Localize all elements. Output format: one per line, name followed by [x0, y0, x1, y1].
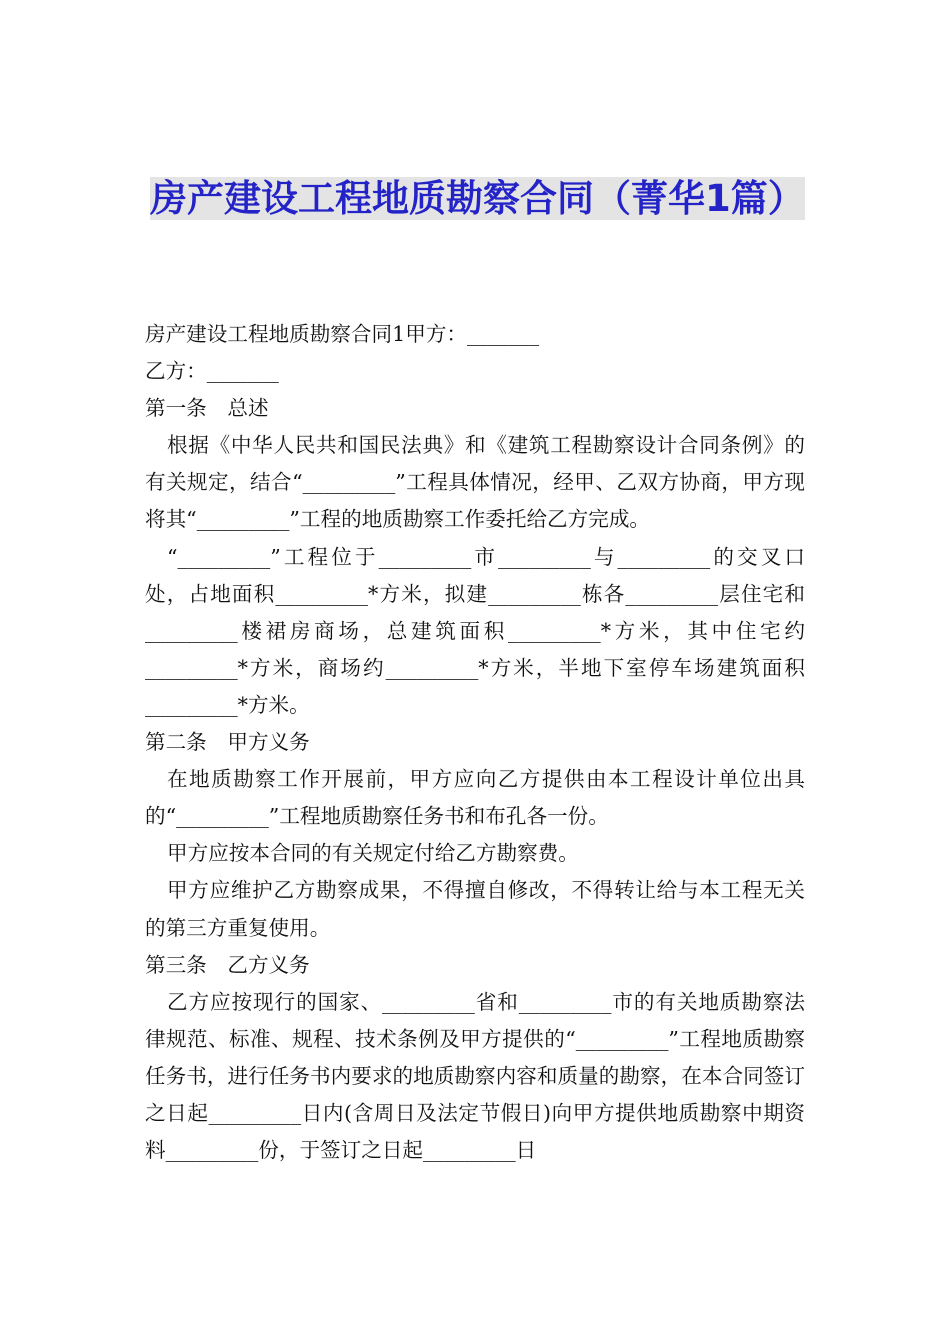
paragraph: “_________”工程位于_________市_________与_________的交叉口处，占地面积_________*方米，拟建_________栋各_________层住宅和_________楼裙房商场，总建筑面积_________*方米，其中住宅约_________*方米，商场约_________*方米，半地下室停车场建筑面积_________*方米。	[145, 544, 805, 717]
section-heading-article-2: 第二条 甲方义务	[145, 730, 310, 755]
document-body	[145, 316, 805, 1169]
paragraph: 乙方应按现行的国家、_________省和_________市的有关地质勘察法律规范、标准、规程、技术条例及甲方提供的“_________”工程地质勘察任务书，进行任务书内要求的地质勘察内容和质量的勘察，在本合同签订之日起_________日内(含周日及法定节假日)向甲方提供地质勘察中期资料_________份，于签订之日起_________日	[145, 989, 805, 1163]
document-title-text: 房产建设工程地质勘察合同（菁华1篇）	[150, 177, 805, 220]
paragraph-party-b: 乙方：_______	[145, 359, 279, 384]
paragraph-party-a: 房产建设工程地质勘察合同1甲方：_______	[145, 322, 540, 346]
paragraph: 在地质勘察工作开展前，甲方应向乙方提供由本工程设计单位出具的“_________”工程地质勘察任务书和布孔各一份。	[145, 767, 805, 829]
document-title	[150, 172, 805, 226]
paragraph: 甲方应按本合同的有关规定付给乙方勘察费。	[167, 841, 579, 866]
paragraph: 根据《中华人民共和国民法典》和《建筑工程勘察设计合同条例》的有关规定，结合“_________”工程具体情况，经甲、乙双方协商，甲方现将其“_________”工程的地质勘察工作委托给乙方完成。	[145, 433, 805, 532]
section-heading-article-3: 第三条 乙方义务	[145, 952, 310, 977]
section-heading-article-1: 第一条 总述	[145, 396, 269, 421]
paragraph: 甲方应维护乙方勘察成果，不得擅自修改，不得转让给与本工程无关的第三方重复使用。	[145, 878, 805, 940]
